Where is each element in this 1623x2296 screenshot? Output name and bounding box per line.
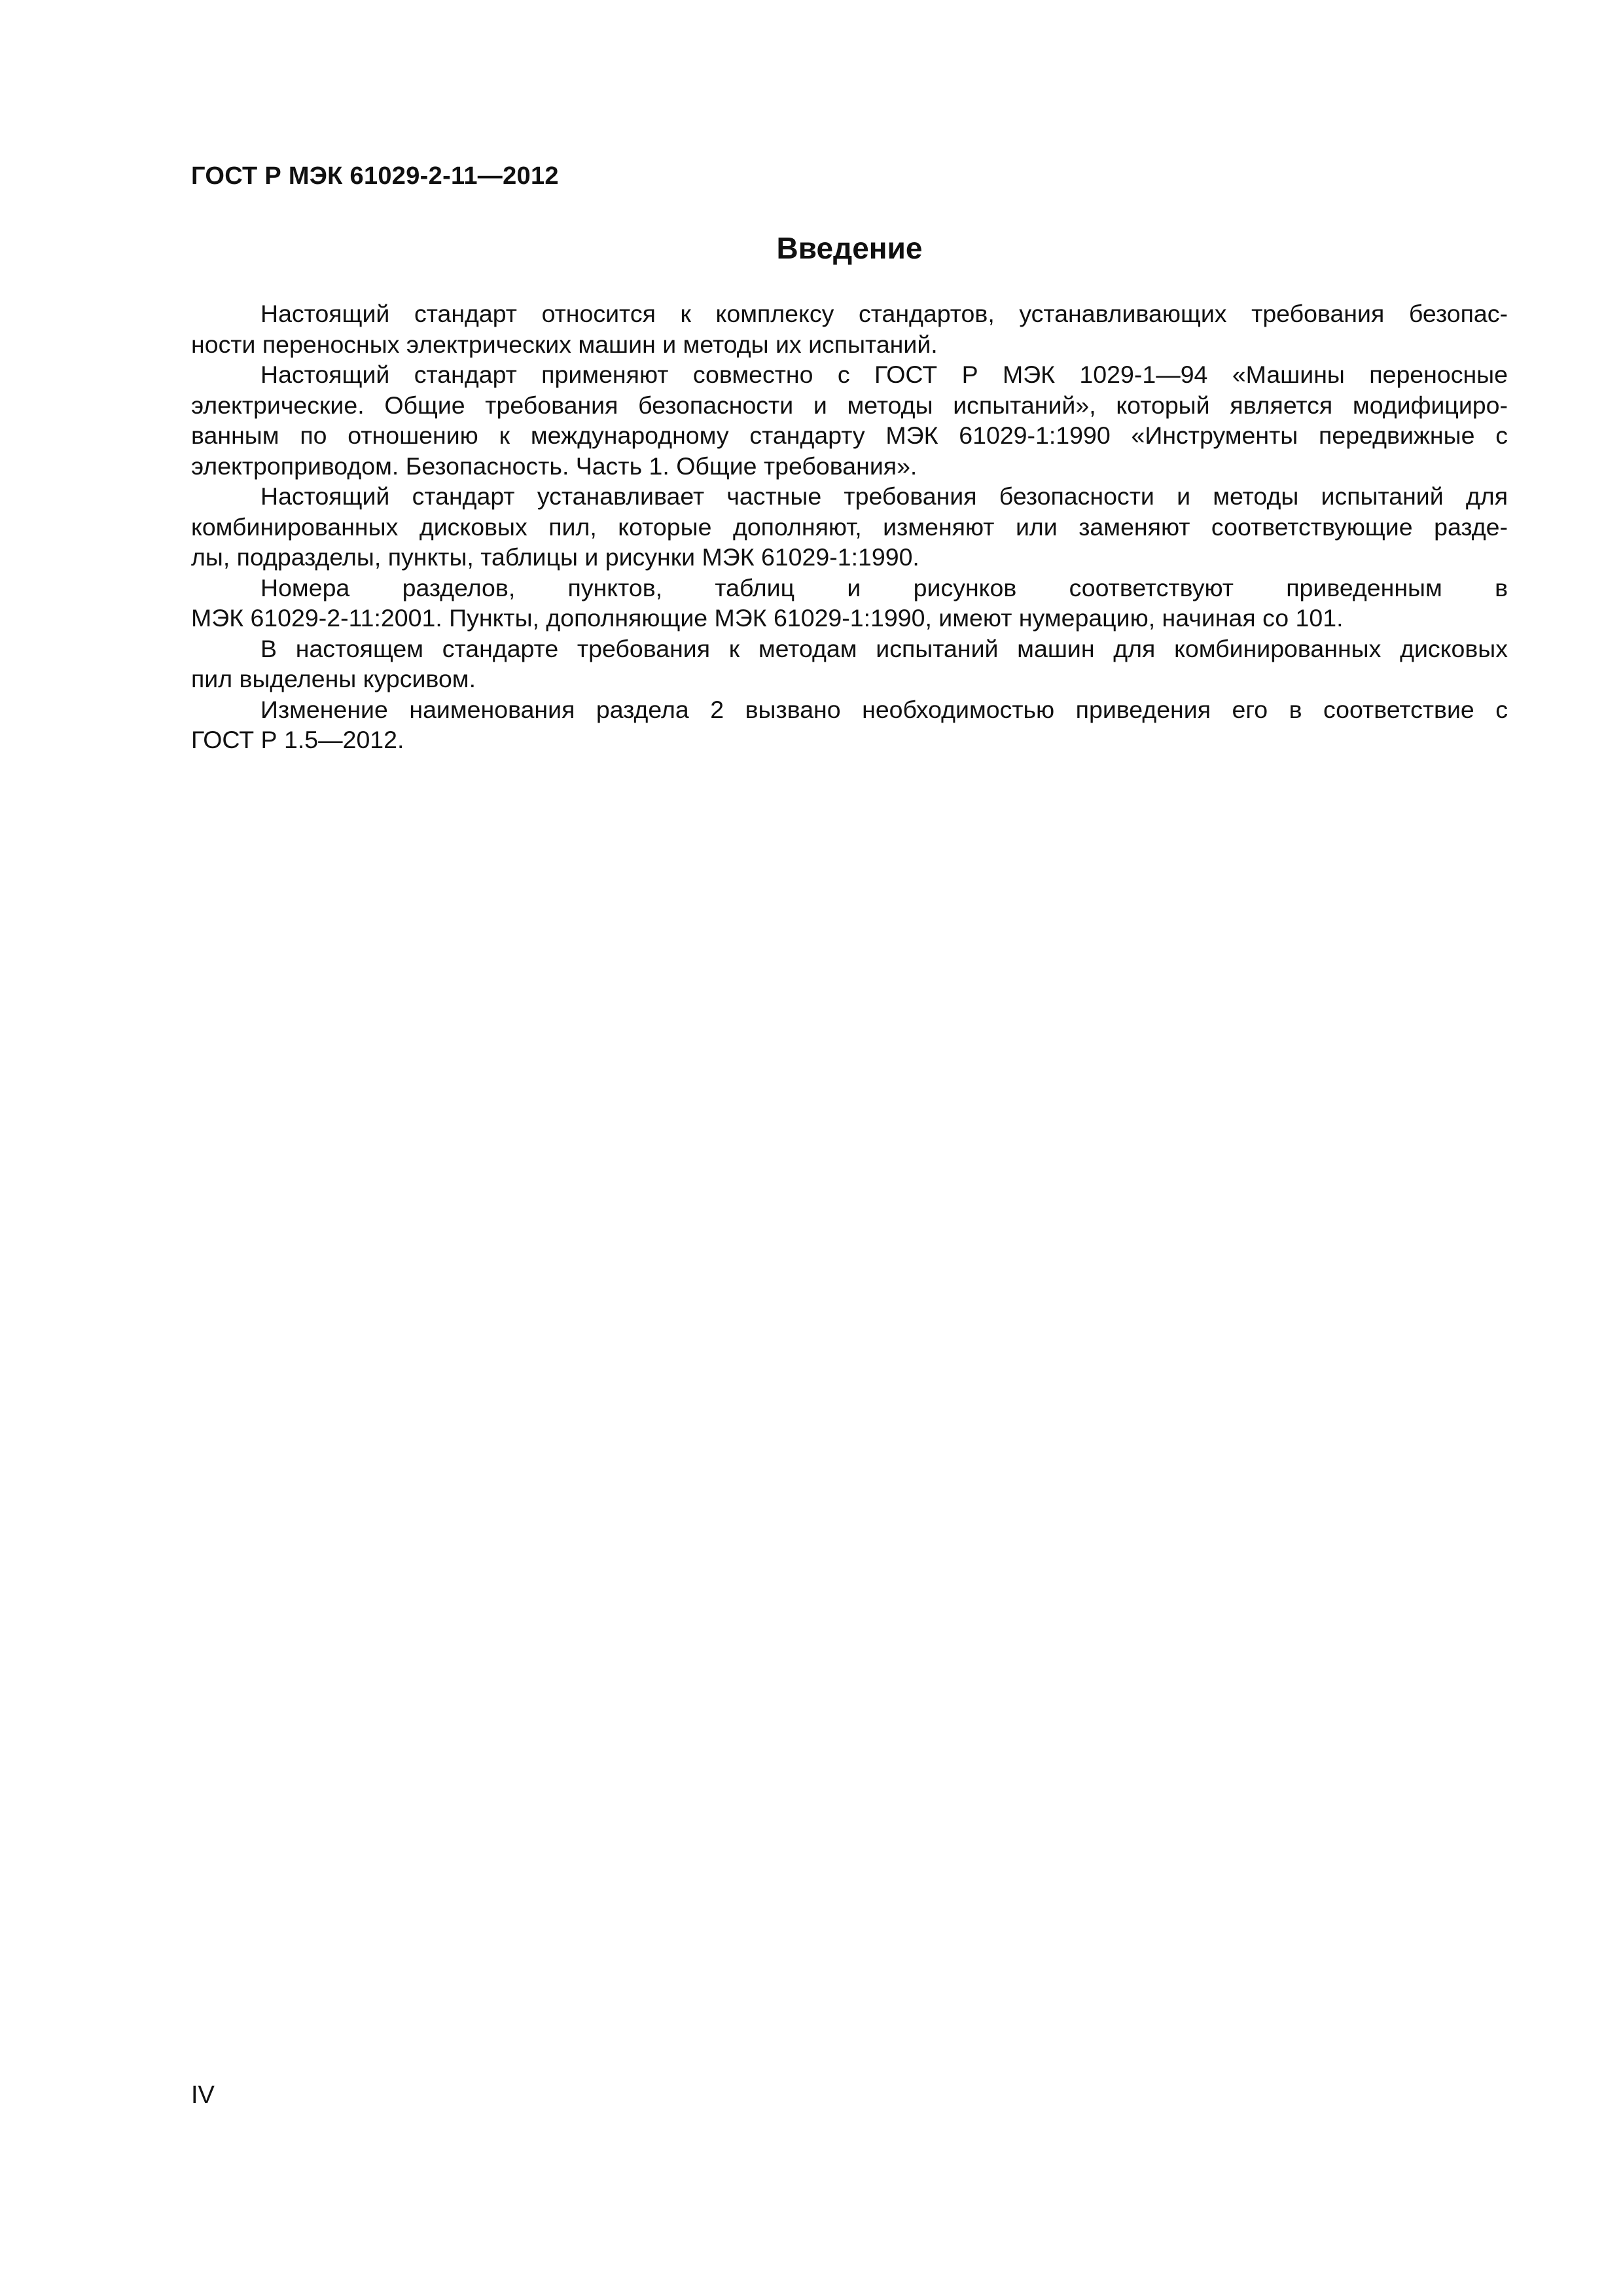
text-line: ГОСТ Р 1.5—2012. — [191, 726, 404, 753]
body-text — [191, 298, 1508, 755]
document-code-header: ГОСТ Р МЭК 61029-2-11—2012 — [191, 162, 559, 190]
text-line: электроприводом. Безопасность. Часть 1. Общие требования». — [191, 452, 918, 480]
section-title: Введение — [776, 231, 923, 265]
text-line: пил выделены курсивом. — [191, 665, 476, 692]
text-line: ванным по отношению к международному стандарту МЭК 61029-1:1990 «Инструменты передвижные с — [191, 422, 1508, 449]
paragraph-italics — [191, 634, 1508, 694]
text-line: МЭК 61029-2-11:2001. Пункты, дополняющие МЭК 61029-1:1990, имеют нумерацию, начиная со 101. — [191, 604, 1344, 632]
text-line: электрические. Общие требования безопасности и методы испытаний», который является модифициро- — [191, 391, 1508, 419]
text-line: Настоящий стандарт применяют совместно с ГОСТ Р МЭК 1029-1—94 «Машины переносные — [260, 361, 1508, 388]
text-line: В настоящем стандарте требования к методам испытаний машин для комбинированных дисковых — [260, 634, 1508, 662]
text-line: Номера разделов, пунктов, таблиц и рисунков соответствуют приведенным в — [260, 573, 1508, 601]
text-line: лы, подразделы, пункты, таблицы и рисунки МЭК 61029-1:1990. — [191, 543, 919, 571]
text-line: Изменение наименования раздела 2 вызвано необходимостью приведения его в соответствие с — [260, 695, 1508, 723]
text-line: ности переносных электрических машин и методы их испытаний. — [191, 330, 938, 358]
paragraph-numbering — [191, 573, 1508, 634]
text-line: Настоящий стандарт устанавливает частные требования безопасности и методы испытаний для — [260, 482, 1508, 510]
text-line: Настоящий стандарт относится к комплексу стандартов, устанавливающих требования безопас- — [260, 300, 1508, 327]
text-line: комбинированных дисковых пил, которые дополняют, изменяют или заменяют соответствующие разде- — [191, 512, 1508, 541]
paragraph-requirements — [191, 481, 1508, 573]
page-number: IV — [191, 2081, 215, 2109]
paragraph-usage — [191, 359, 1508, 481]
paragraph-scope — [191, 298, 1508, 359]
paragraph-section-rename — [191, 694, 1508, 755]
